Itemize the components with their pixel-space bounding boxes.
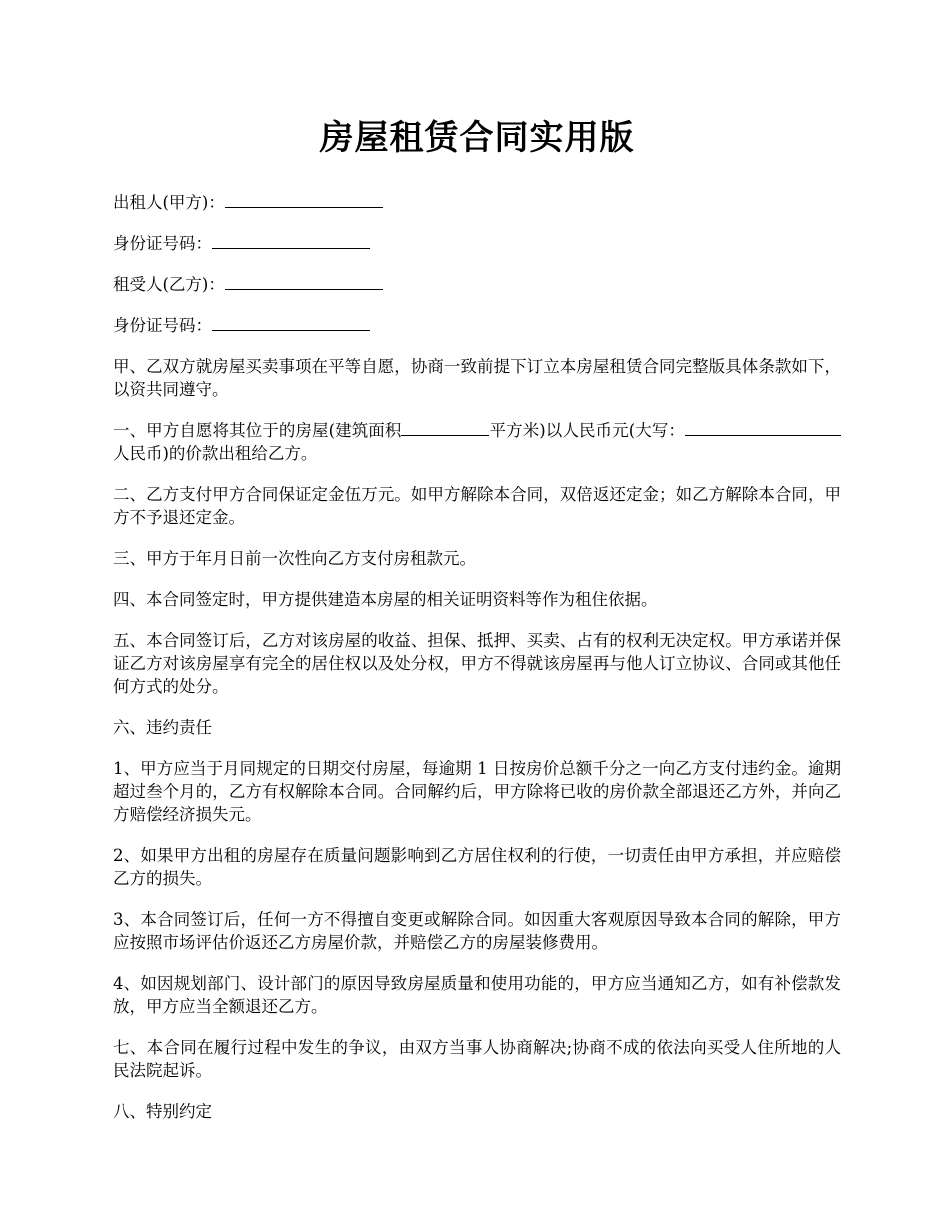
lessor-label: 出租人(甲方)： — [113, 193, 225, 212]
clause-2: 二、乙方支付甲方合同保证定金伍万元。如甲方解除本合同，双倍返还定金；如乙方解除本合同，甲方不予退还定金。 — [113, 485, 841, 527]
clause-1-part1: 一、甲方自愿将其位于的房屋(建筑面积 — [113, 421, 402, 440]
amount-words-blank-cont — [777, 419, 841, 436]
lessee-id-field — [113, 314, 841, 337]
clause-6-item-1: 1、甲方应当于月同规定的日期交付房屋，每逾期 1 日按房价总额千分之一向乙方支付违约金。逾期超过叁个月的，乙方有权解除本合同。合同解约后，甲方除将已收的房价款全部退还乙方外，并向乙方赔偿经济损失元。 — [113, 759, 841, 824]
clause-8-heading: 八、特别约定 — [113, 1102, 212, 1121]
clause-3: 三、甲方于年月日前一次性向乙方支付房租款元。 — [113, 549, 476, 568]
lessee-id-label: 身份证号码： — [113, 316, 212, 335]
clause-6-item-4: 4、如因规划部门、设计部门的原因导致房屋质量和使用功能的，甲方应当通知乙方，如有补偿款发放，甲方应当全额退还乙方。 — [113, 974, 841, 1016]
lessor-blank — [225, 191, 383, 208]
document-page — [113, 0, 841, 1141]
clause-6-item-3: 3、本合同签订后，任何一方不得擅自变更或解除合同。如因重大客观原因导致本合同的解除，甲方应按照市场评估价返还乙方房屋价款，并赔偿乙方的房屋装修费用。 — [113, 910, 841, 952]
area-blank — [401, 419, 489, 436]
clause-6-heading: 六、违约责任 — [113, 718, 212, 737]
clause-6-item-2: 2、如果甲方出租的房屋存在质量问题影响到乙方居住权利的行使，一切责任由甲方承担，并应赔偿乙方的损失。 — [113, 846, 841, 888]
lessee-field — [113, 273, 841, 296]
clause-4: 四、本合同签定时，甲方提供建造本房屋的相关证明资料等作为租住依据。 — [113, 590, 658, 609]
clause-1 — [113, 419, 841, 465]
document-title: 房屋租赁合同实用版 — [319, 118, 635, 158]
lessor-id-label: 身份证号码： — [113, 234, 212, 253]
clause-5: 五、本合同签订后，乙方对该房屋的收益、担保、抵押、买卖、占有的权利无决定权。甲方承诺并保证乙方对该房屋享有完全的居住权以及处分权，甲方不得就该房屋再与他人订立协议、合同或其他任何方式的处分。 — [113, 631, 841, 696]
lessee-label: 租受人(乙方)： — [113, 275, 225, 294]
lessor-id-field — [113, 232, 841, 255]
lessor-id-blank — [212, 232, 370, 249]
amount-words-blank — [685, 419, 777, 436]
clause-1-part2: 平方米)以人民币元(大写： — [489, 421, 686, 440]
intro-paragraph: 甲、乙双方就房屋买卖事项在平等自愿，协商一致前提下订立本房屋租赁合同完整版具体条款如下，以资共同遵守。 — [113, 357, 841, 399]
lessee-blank — [225, 273, 383, 290]
lessee-id-blank — [212, 314, 370, 331]
lessor-field — [113, 191, 841, 214]
clause-1-part3: 人民币)的价款出租给乙方。 — [113, 444, 318, 463]
clause-7: 七、本合同在履行过程中发生的争议，由双方当事人协商解决;协商不成的依法向买受人住所地的人民法院起诉。 — [113, 1038, 841, 1080]
